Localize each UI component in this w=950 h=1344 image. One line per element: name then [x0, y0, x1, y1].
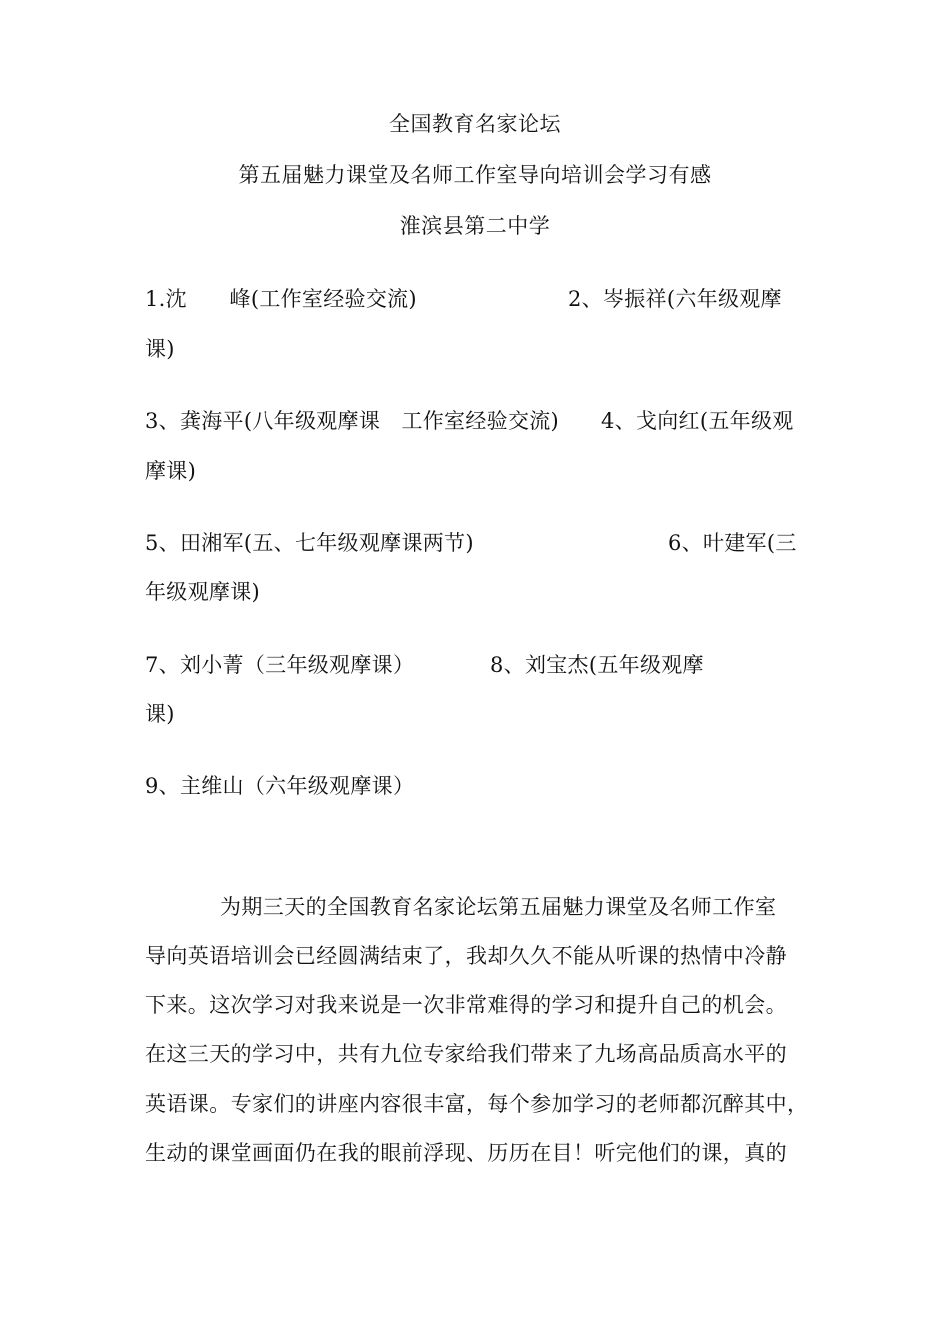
speaker-item-6: 6、叶建军(三 — [668, 531, 797, 555]
speaker-item-7: 7、刘小菁（三年级观摩课） — [145, 653, 415, 677]
school-name: 淮滨县第二中学 — [399, 214, 551, 238]
forum-title: 全国教育名家论坛 — [389, 112, 561, 136]
speaker-item-4: 4、戈向红(五年级观 — [601, 409, 794, 433]
speaker-item-8: 8、刘宝杰(五年级观摩 — [490, 653, 704, 677]
speaker-item-4-continued: 摩课) — [145, 459, 197, 483]
speaker-item-8-continued: 课) — [145, 702, 175, 726]
speaker-item-5: 5、田湘军(五、七年级观摩课两节) — [145, 531, 474, 555]
body-line-3: 下来。这次学习对我来说是一次非常难得的学习和提升自己的机会。 — [145, 993, 787, 1017]
body-line-2: 导向英语培训会已经圆满结束了，我却久久不能从听课的热情中冷静 — [145, 944, 787, 968]
speaker-item-6-continued: 年级观摩课) — [145, 580, 260, 604]
speaker-item-2-continued: 课) — [145, 337, 175, 361]
speaker-item-9: 9、主维山（六年级观摩课） — [145, 774, 415, 798]
speaker-item-3: 3、龚海平(八年级观摩课 工作室经验交流) — [145, 409, 560, 433]
body-line-4: 在这三天的学习中，共有九位专家给我们带来了九场高品质高水平的 — [145, 1042, 787, 1066]
speaker-item-1: 1.沈 峰(工作室经验交流) — [145, 287, 417, 311]
body-line-5: 英语课。专家们的讲座内容很丰富，每个参加学习的老师都沉醉其中， — [145, 1092, 809, 1116]
body-line-6: 生动的课堂画面仍在我的眼前浮现、历历在目！听完他们的课，真的 — [145, 1141, 787, 1165]
speaker-item-2: 2、岑振祥(六年级观摩 — [568, 287, 782, 311]
document-title: 第五届魅力课堂及名师工作室导向培训会学习有感 — [238, 163, 712, 187]
body-line-1: 为期三天的全国教育名家论坛第五届魅力课堂及名师工作室 — [220, 895, 777, 919]
